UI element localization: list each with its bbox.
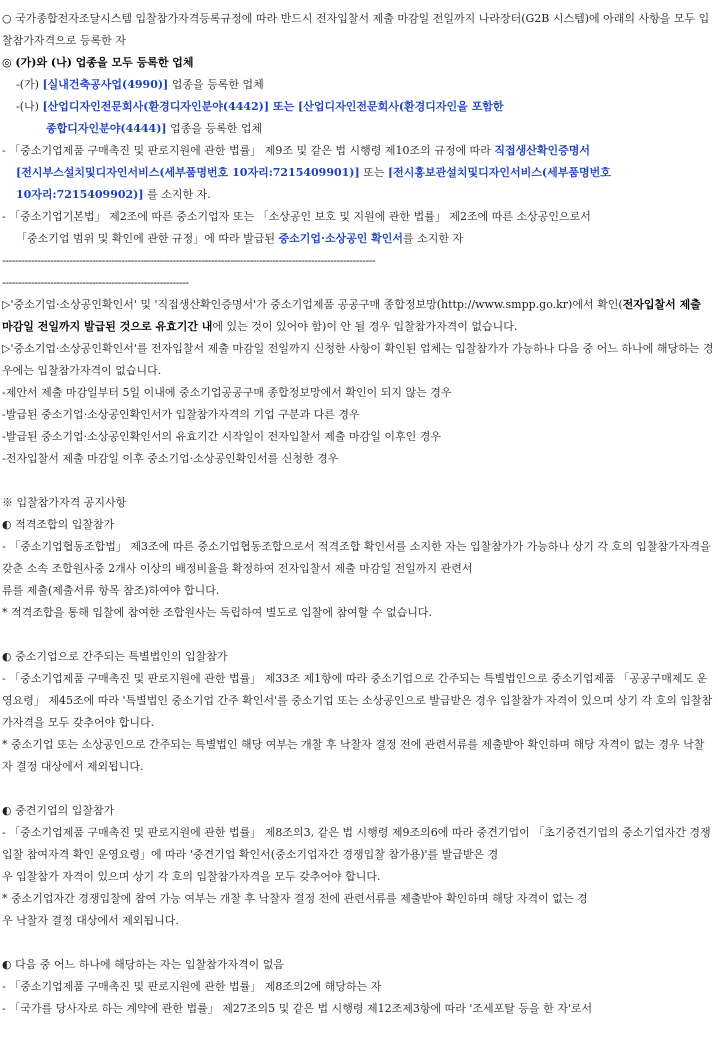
body-text: -전자입찰서 제출 마감일 이후 중소기업·소상공인확인서를 신청한 경우 (2, 452, 339, 465)
text-line (2, 228, 714, 250)
body-text: 업종을 등록한 업체 (168, 78, 264, 91)
text-line (2, 338, 714, 382)
highlighted-text: 종합디자인분야(4444)] (46, 122, 167, 135)
text-line (2, 954, 714, 976)
body-text: ◐ 중견기업의 입찰참가 (2, 804, 115, 817)
body-text: 또는 (359, 166, 388, 179)
body-text: ▷'중소기업·소상공인확인서'를 전자입찰서 제출 마감일 전일까지 신청한 사항이 확인된 업체는 입찰참가가 가능하나 다음 중 어느 하나에 해당하는 경우에는 입찰참가자격이 없습니다. (2, 342, 714, 377)
body-text: 우 입찰참가 자격이 있으며 상기 각 호의 입찰참가자격을 모두 갖추어야 합니다. (2, 870, 381, 883)
body-text: ---------------------------------------------------------- (2, 276, 189, 289)
text-line (2, 426, 714, 448)
highlighted-text: 중소기업·소상공인 확인서 (278, 232, 404, 245)
body-text: 에 있는 것이 있어야 함)이 안 될 경우 입찰참가자격이 없습니다. (212, 320, 518, 333)
body-text: -발급된 중소기업·소상공인확인서가 입찰참가자격의 기업 구분과 다른 경우 (2, 408, 360, 421)
text-line (2, 74, 714, 96)
body-text: ◐ 다음 중 어느 하나에 해당하는 자는 입찰참가자격이 없음 (2, 958, 284, 971)
text-line (2, 140, 714, 162)
highlighted-text: 10자리:7215409902)] (16, 188, 144, 201)
body-text: -(가) (16, 78, 43, 91)
body-text: 업종을 등록한 업체 (166, 122, 263, 135)
body-text: * 중소기업자간 경쟁입찰에 참여 가능 여부는 개찰 후 낙찰자 결정 전에 관련서류를 제출받아 확인하며 해당 자격이 없는 경 (2, 892, 588, 905)
text-line (2, 998, 714, 1020)
text-line (2, 272, 714, 294)
text-line (2, 184, 714, 206)
text-line (2, 52, 714, 74)
text-line (2, 800, 714, 822)
body-text: -------------------------------------------------------------------------------------------------------------------- (2, 254, 376, 267)
text-line (2, 8, 714, 52)
text-line (2, 910, 714, 932)
body-text: ◐ 중소기업으로 간주되는 특별법인의 입찰참가 (2, 650, 228, 663)
body-text: ◐ 적격조합의 입찰참가 (2, 518, 115, 531)
text-line (2, 602, 714, 624)
text-line (2, 866, 714, 888)
body-text: - 「중소기업제품 구매촉진 및 판로지원에 관한 법률」 제33조 제1항에 따라 중소기업으로 간주되는 특별법인으로 중소기업제품 「공공구매제도 운영요령」 제45조에 따라 '특별법인 중소기업 간주 확인서'를 중소기업 또는 소상공인으로 발급받은 경우 입찰참가 자격이 있으며 상기 각 호의 입찰참가자격을 모두 갖추어야 합니다. (2, 672, 713, 729)
body-text: * 중소기업 또는 소상공인으로 간주되는 특별법인 해당 여부는 개찰 후 낙찰자 결정 전에 관련서류를 제출받아 확인하며 해당 자격이 없는 경우 낙찰자 결정 대상에서 제외됩니다. (2, 738, 705, 773)
text-line (2, 646, 714, 668)
body-text: ○ 국가종합전자조달시스템 입찰참가자격등록규정에 따라 반드시 전자입찰서 제출 마감일 전일까지 나라장터(G2B 시스템)에 아래의 사항을 모두 입찰참가자격으로 등록한 자 (2, 12, 710, 47)
blank-line (2, 778, 714, 800)
highlighted-text: 직접생산확인증명서 (494, 144, 590, 157)
blank-line (2, 624, 714, 646)
text-line (2, 382, 714, 404)
body-text: - 「중소기업제품 구매촉진 및 판로지원에 관한 법률」 제8조의2에 해당하는 자 (2, 980, 382, 993)
blank-line (2, 932, 714, 954)
text-line (2, 888, 714, 910)
body-text: ▷'중소기업·소상공인확인서' 및 '직접생산확인증명서'가 중소기업제품 공공구매 종합정보망(http://www.smpp.go.kr)에서 확인( (2, 298, 623, 311)
text-line (2, 250, 714, 272)
text-line (2, 404, 714, 426)
text-line (2, 668, 714, 734)
text-line (2, 822, 714, 866)
text-line (2, 118, 714, 140)
text-line (2, 492, 714, 514)
body-text: -발급된 중소기업·소상공인확인서의 유효기간 시작일이 전자입찰서 제출 마감일 이후인 경우 (2, 430, 441, 443)
highlighted-text: [전시홍보관설치및디자인서비스(세부품명번호 (387, 166, 611, 179)
text-line (2, 206, 714, 228)
body-text: 를 소지한 자 (403, 232, 464, 245)
body-text: 를 소지한 자. (143, 188, 211, 201)
body-text: ※ 입찰참가자격 공지사항 (2, 496, 127, 509)
highlighted-text: [전시부스설치및디자인서비스(세부품명번호 10자리:7215409901)] (16, 166, 360, 179)
text-line (2, 514, 714, 536)
body-text: 류를 제출(제출서류 항목 참조)하여야 합니다. (2, 584, 220, 597)
bold-text: 전자입찰서 제출 마감일 전일까지 발급된 것으로 유효기간 내 (2, 298, 705, 333)
blank-line (2, 470, 714, 492)
body-text: -제안서 제출 마감일부터 5일 이내에 중소기업공공구매 종합정보망에서 확인이 되지 않는 경우 (2, 386, 452, 399)
text-line (2, 162, 714, 184)
body-text: * 적격조합을 통해 입찰에 참여한 조합원사는 독립하여 별도로 입찰에 참여할 수 없습니다. (2, 606, 432, 619)
text-line (2, 734, 714, 778)
bold-text: ◎ (가)와 (나) 업종을 모두 등록한 업체 (2, 56, 194, 69)
text-line (2, 448, 714, 470)
body-text: - 「중소기업협동조합법」 제3조에 따른 중소기업협동조합으로서 적격조합 확인서를 소지한 자는 입찰참가가 가능하나 상기 각 호의 입찰참가자격을 갖춘 소속 조합원사중 2개사 이상의 배정비율을 확정하여 전자입찰서 제출 마감일 전일까지 관련서 (2, 540, 715, 575)
body-text: - 「중소기업제품 구매촉진 및 판로지원에 관한 법률」 제8조의3, 같은 법 시행령 제9조의6에 따라 중견기업이 「초기중견기업의 중소기업자간 경쟁입찰 참여자격 확인 운영요령」에 따라 '중견기업 확인서(중소기업자간 경쟁입찰 참가용)'를 발급받은 경 (2, 826, 711, 861)
highlighted-text: [실내건축공사업(4990)] (42, 78, 169, 91)
body-text: - 「중소기업기본법」 제2조에 따른 중소기업자 또는 「소상공인 보호 및 지원에 관한 법률」 제2조에 따른 소상공인으로서 (2, 210, 591, 223)
text-line (2, 580, 714, 602)
text-line (2, 536, 714, 580)
body-text: 「중소기업 범위 및 확인에 관한 규정」에 따라 발급된 (16, 232, 279, 245)
body-text: -(나) (16, 100, 43, 113)
body-text: - 「중소기업제품 구매촉진 및 판로지원에 관한 법률」 제9조 및 같은 법 시행령 제10조의 규정에 따라 (2, 144, 495, 157)
body-text: - 「국가를 당사자로 하는 계약에 관한 법률」 제27조의5 및 같은 법 시행령 제12조제3항에 따라 '조세포탈 등을 한 자'로서 (2, 1002, 593, 1015)
text-line (2, 96, 714, 118)
highlighted-text: [산업디자인전문회사(환경디자인분야(4442)] 또는 [산업디자인전문회사(환경디자인을 포함한 (42, 100, 504, 113)
text-line (2, 294, 714, 338)
text-line (2, 976, 714, 998)
body-text: 우 낙찰자 결정 대상에서 제외됩니다. (2, 914, 179, 927)
